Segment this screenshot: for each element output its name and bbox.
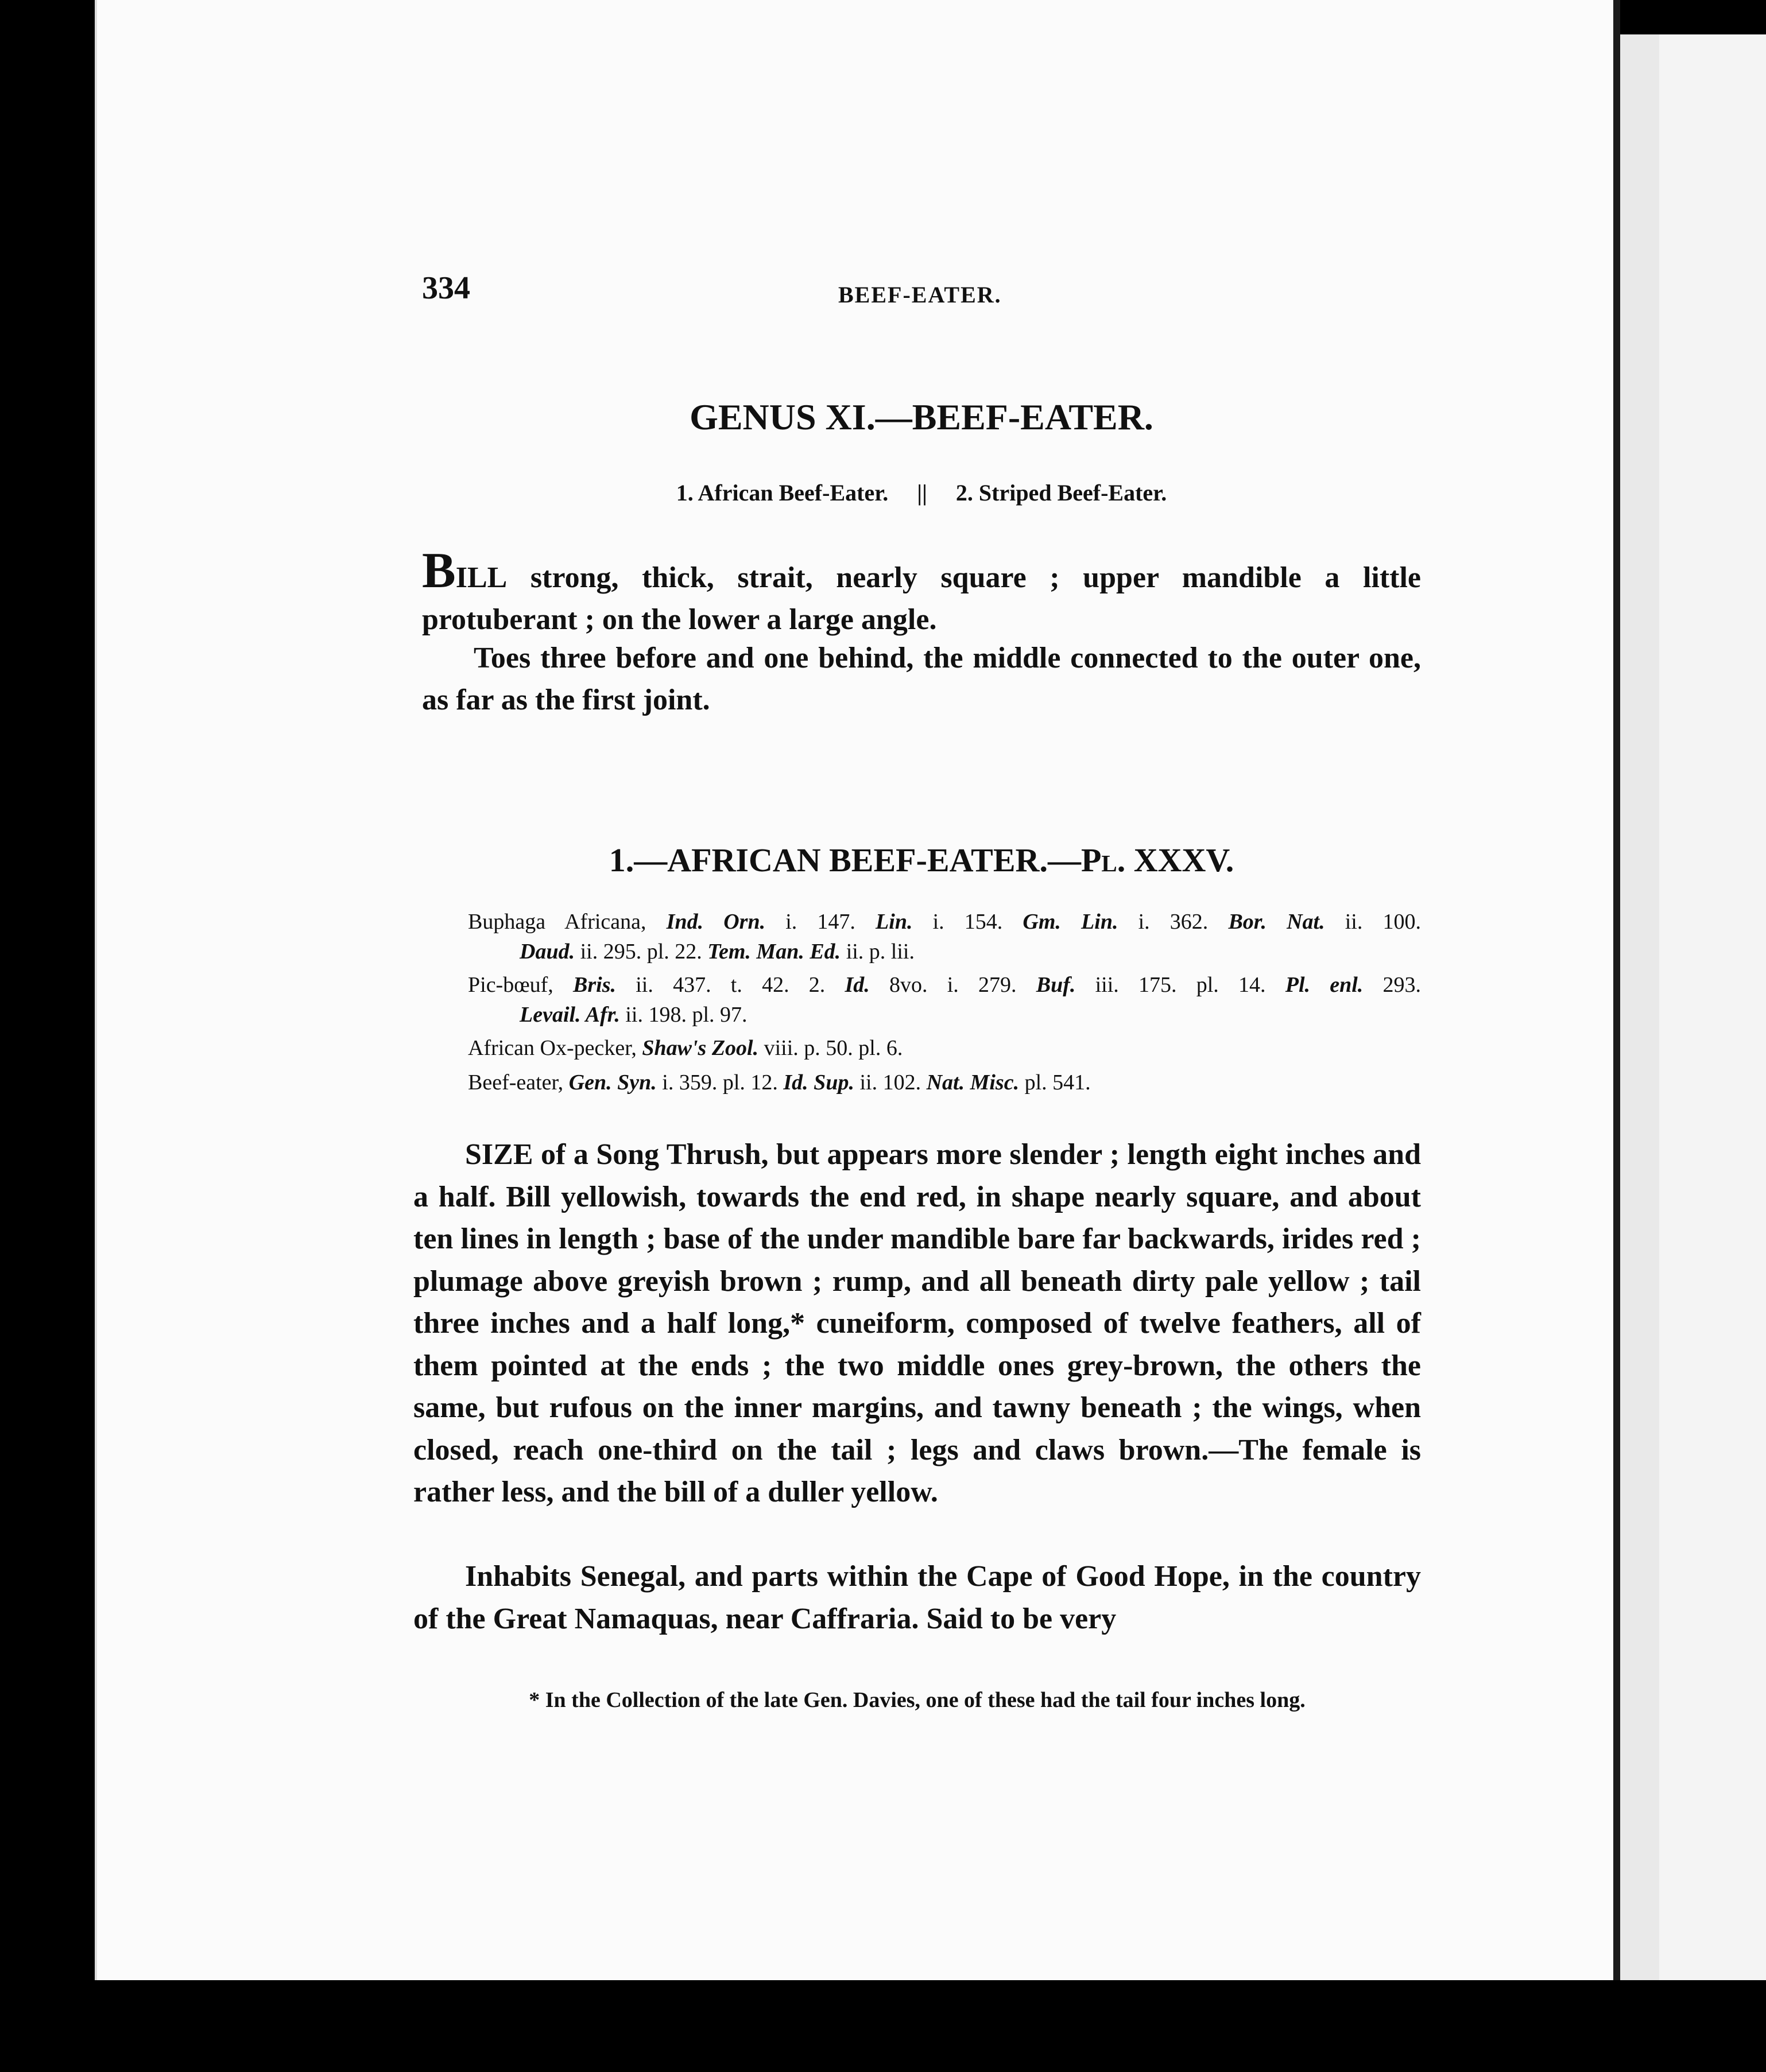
drop-cap: B: [422, 543, 456, 599]
bill-description: strong, thick, strait, nearly square ; upper mandible a little protuberant ; on the lower a large angle.: [422, 561, 1421, 636]
genus-characters-toes: Toes three before and one behind, the middle connected to the outer one, as far as the first joint.: [422, 642, 1421, 716]
synonym-entry-4: [468, 1068, 1421, 1097]
synonym-cite: 293.: [1363, 973, 1422, 997]
genus-title: GENUS XI.—BEEF-EATER.: [690, 397, 1153, 437]
description-paragraph: SIZE of a Song Thrush, but appears more slender ; length eight inches and a half. Bill yellowish, towards the end red, in shape nearly square, and about ten lines in length ; base of the under mandible bare far backwards, irides red ; plumage above greyish brown ; rump, and all beneath dirty pale yellow ; tail three inches and a half long,* cuneiform, composed of twelve feathers, all of them pointed at the ends ; the two middle ones grey-brown, the others the same, but rufous on the inner margins, and tawny beneath ; the wings, when closed, reach one-third on the tail ; legs and claws brown.—The female is rather less, and the bill of a duller yellow.: [413, 1138, 1421, 1508]
synonym-cite: i. 362.: [1118, 910, 1229, 934]
synonym-cite: ii. 295. pl. 22.: [575, 940, 708, 964]
synonym-ref: Daud.: [520, 940, 575, 964]
synonym-cite: i. 147.: [765, 910, 876, 934]
synonym-ref: Tem. Man. Ed.: [707, 940, 841, 964]
synonym-ref: Buf.: [1036, 973, 1076, 997]
synonym-cite: ii. p. lii.: [841, 940, 915, 964]
synonym-ref: Bris.: [573, 973, 617, 997]
first-word-rest: ILL: [455, 561, 508, 594]
habitat-paragraph: Inhabits Senegal, and parts within the Cape of Good Hope, in the country of the Great Namaquas, near Caffraria. Said to be very: [413, 1560, 1421, 1635]
synonym-cite: iii. 175. pl. 14.: [1075, 973, 1285, 997]
synonym-ref: Gm. Lin.: [1023, 910, 1118, 934]
page-gutter-shadow: [1613, 0, 1620, 1980]
species-heading-main: 1.—AFRICAN BEEF-EATER.—P: [609, 841, 1102, 879]
synonym-name: African Ox-pecker,: [468, 1036, 642, 1060]
scan-bottom-border: [0, 1980, 1766, 2072]
synonym-cite: pl. 541.: [1019, 1070, 1091, 1095]
running-head: [422, 270, 1398, 321]
page-number: 334: [422, 270, 470, 306]
synonym-cite: ii. 437. t. 42. 2.: [616, 973, 845, 997]
synonym-name: Pic-bœuf,: [468, 973, 574, 997]
synonym-name: Buphaga Africana,: [468, 910, 667, 934]
synonym-cite: ii. 102.: [854, 1070, 927, 1095]
synonym-ref: Shaw's Zool.: [642, 1036, 759, 1060]
adjacent-page-surface: [1659, 34, 1766, 1980]
synonym-continuation: [468, 1000, 1421, 1030]
synonym-ref: Id. Sup.: [783, 1070, 854, 1095]
species-heading-plate: l. XXXV.: [1101, 841, 1234, 879]
genus-characters-bill: [422, 543, 1421, 641]
synonym-name: Beef-eater,: [468, 1070, 569, 1095]
synonym-cite: ii. 198. pl. 97.: [619, 1003, 748, 1027]
species-separator: ||: [917, 480, 927, 506]
synonym-entry-1: [468, 907, 1421, 967]
species-heading: [422, 841, 1421, 879]
synonym-continuation: [468, 937, 1421, 967]
synonym-cite: i. 359. pl. 12.: [656, 1070, 784, 1095]
synonym-ref: Nat. Misc.: [926, 1070, 1020, 1095]
scan-left-border: [0, 0, 95, 2072]
species-list: [422, 479, 1421, 506]
synonym-ref: Gen. Syn.: [568, 1070, 657, 1095]
synonym-cite: i. 154.: [912, 910, 1023, 934]
synonym-ref: Lin.: [876, 910, 913, 934]
running-title: BEEF-EATER.: [838, 282, 1002, 308]
synonym-ref: Bor. Nat.: [1228, 910, 1325, 934]
synonym-ref: Levail. Afr.: [520, 1003, 620, 1027]
synonym-ref: Pl. enl.: [1285, 973, 1364, 997]
synonym-entry-2: [468, 970, 1421, 1030]
synonym-cite: viii. p. 50. pl. 6.: [758, 1036, 903, 1060]
synonym-cite: 8vo. i. 279.: [869, 973, 1036, 997]
synonym-entry-3: [468, 1033, 1421, 1063]
synonym-ref: Ind. Orn.: [666, 910, 766, 934]
species-item-1: 1. African Beef-Eater.: [676, 480, 889, 506]
species-item-2: 2. Striped Beef-Eater.: [955, 480, 1167, 506]
synonym-cite: ii. 100.: [1324, 910, 1421, 934]
synonym-ref: Id.: [845, 973, 870, 997]
footnote: * In the Collection of the late Gen. Davies, one of these had the tail four inches long.: [529, 1688, 1306, 1712]
